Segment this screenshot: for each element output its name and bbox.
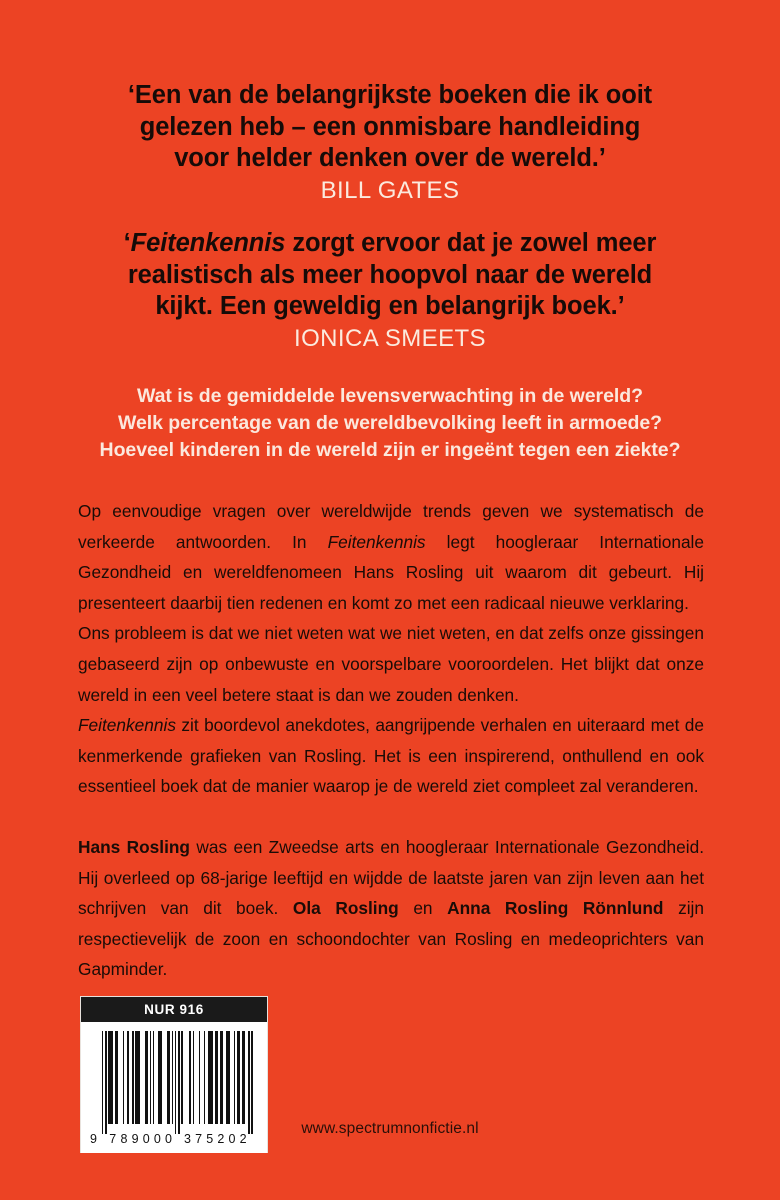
barcode-digit: 7 xyxy=(109,1132,117,1146)
barcode-bar xyxy=(153,1031,154,1124)
barcode-bar xyxy=(234,1031,235,1124)
barcode-digit: 8 xyxy=(120,1132,128,1146)
barcode-bar xyxy=(251,1031,252,1134)
question-line-3: Hoeveel kinderen in de wereld zijn er ingeënt tegen een ziekte? xyxy=(99,439,681,461)
barcode-bar xyxy=(199,1031,200,1124)
barcode-bar xyxy=(242,1031,245,1124)
barcode-bar xyxy=(150,1031,151,1124)
barcode-bar xyxy=(115,1031,118,1124)
barcode-bar xyxy=(102,1031,103,1134)
publisher-website-url: www.spectrumnonfictie.nl xyxy=(301,1120,479,1137)
quote-line-rest: zorgt ervoor dat je zowel meer xyxy=(285,229,657,257)
quote-block-ionica-smeets xyxy=(62,228,718,354)
barcode-bar xyxy=(226,1031,231,1124)
paragraph-1-part-b: legt hoogleraar Internationale Gezondheid en wereldfenomeen Hans Rosling uit waarom dit gebeurt. Hij presenteert daarbij tien redenen en komt zo met een radicaal nieuwe verklaring. xyxy=(78,531,705,613)
barcode-bar xyxy=(193,1031,194,1124)
blurb-paragraph-1 xyxy=(78,496,704,618)
quote-line: kijkt. Een geweldig en belangrijk boek.’ xyxy=(155,292,625,320)
barcode-bar xyxy=(220,1031,223,1124)
barcode-digit: 0 xyxy=(142,1132,150,1146)
barcode-bar xyxy=(172,1031,173,1124)
quote-line: gelezen heb – een onmisbare handleiding xyxy=(139,112,641,141)
barcode-digit: 0 xyxy=(164,1132,172,1146)
quote-line xyxy=(62,228,718,260)
bio-text-2: en xyxy=(398,898,448,919)
quote-attribution-bill-gates: BILL GATES xyxy=(320,176,460,204)
quote-line: voor helder denken over de wereld.’ xyxy=(174,144,606,172)
quote-mark: ‘ xyxy=(123,229,131,257)
author-bio-paragraph xyxy=(78,832,704,985)
blurb-paragraph-2: Ons probleem is dat we niet weten wat we niet weten, en dat zelfs onze gissingen gebaseerd zijn op onbewuste en voorspelbare vooroordelen. Het blijkt dat onze wereld in een veel betere staat is dan we zouden denken. xyxy=(78,623,704,705)
author-name-hans-rosling: Hans Rosling xyxy=(78,836,190,857)
barcode-digit: 3 xyxy=(184,1132,191,1146)
barcode-bar xyxy=(105,1031,106,1134)
barcode-bar xyxy=(135,1031,140,1124)
question-line-1: Wat is de gemiddelde levensverwachting in de wereld? xyxy=(137,385,643,407)
barcode-digit: 9 xyxy=(131,1132,139,1146)
barcode-bar xyxy=(158,1031,163,1124)
barcode-bar xyxy=(167,1031,170,1124)
barcode-bar xyxy=(175,1031,176,1134)
nur-bar xyxy=(81,997,267,1022)
barcode-bar xyxy=(132,1031,133,1124)
barcode-bars xyxy=(102,1031,253,1124)
barcode-bar xyxy=(208,1031,213,1124)
barcode-digit: 5 xyxy=(206,1132,214,1146)
barcode-bar xyxy=(178,1031,179,1134)
bio-text-3: zijn respectievelijk de zoon en schoondochter van Rosling en medeoprichters van Gapminder. xyxy=(78,898,704,980)
blurb-body xyxy=(78,496,704,985)
barcode-bar xyxy=(204,1031,205,1124)
barcode-bar xyxy=(127,1031,128,1124)
book-title-italic: Feitenkennis xyxy=(327,531,426,552)
blurb-paragraph-3 xyxy=(78,710,704,802)
quote-attribution-ionica-smeets: IONICA SMEETS xyxy=(294,324,486,352)
quote-block-bill-gates xyxy=(62,80,718,206)
barcode-digit: 2 xyxy=(239,1132,247,1146)
barcode-bar xyxy=(248,1031,249,1134)
paragraph-1-part-a: Op eenvoudige vragen over wereldwijde trends geven we systematisch de verkeerde antwoorden. In xyxy=(78,501,704,552)
barcode-digit: 7 xyxy=(195,1132,203,1146)
barcode-bar xyxy=(123,1031,124,1124)
quote-text-ionica-smeets xyxy=(62,228,718,323)
teaser-questions xyxy=(62,383,718,464)
bio-text-1: was een Zweedse arts en hoogleraar Internationale Gezondheid. Hij overleed op 68-jarige leeftijd en wijdde de laatste jaren van zijn leven aan het schrijven van dit boek. xyxy=(78,836,705,919)
barcode-bar xyxy=(145,1031,148,1124)
question-line-2: Welk percentage van de wereldbevolking leeft in armoede? xyxy=(117,412,663,434)
barcode-bar xyxy=(181,1031,182,1124)
quote-text-bill-gates xyxy=(62,80,718,175)
barcode-bar xyxy=(108,1031,113,1124)
barcode-digit: 9 xyxy=(90,1132,97,1146)
paragraph-3-rest: zit boordevol anekdotes, aangrijpende verhalen en uiteraard met de kenmerkende grafieken van Rosling. Het is een inspirerend, onthullend en ook essentieel boek dat de manier waarop je de wereld ziet compleet zal veranderen. xyxy=(78,715,704,797)
quote-line: ‘Een van de belangrijkste boeken die ik ooit xyxy=(127,81,653,109)
barcode-digit: 0 xyxy=(228,1132,236,1146)
book-title-italic: Feitenkennis xyxy=(78,715,176,736)
quote-line: realistisch als meer hoopvol naar de wereld xyxy=(127,260,653,289)
barcode-bar xyxy=(189,1031,190,1124)
nur-label: NUR 916 xyxy=(144,1002,204,1017)
author-name-anna-rosling-ronnlund: Anna Rosling Rönnlund xyxy=(447,898,664,919)
barcode-bar xyxy=(215,1031,218,1124)
author-name-ola-rosling: Ola Rosling xyxy=(292,898,399,919)
barcode-digit: 2 xyxy=(217,1132,225,1146)
book-title-italic: Feitenkennis xyxy=(130,229,286,257)
barcode-digit: 0 xyxy=(153,1132,161,1146)
barcode-bar xyxy=(237,1031,240,1124)
